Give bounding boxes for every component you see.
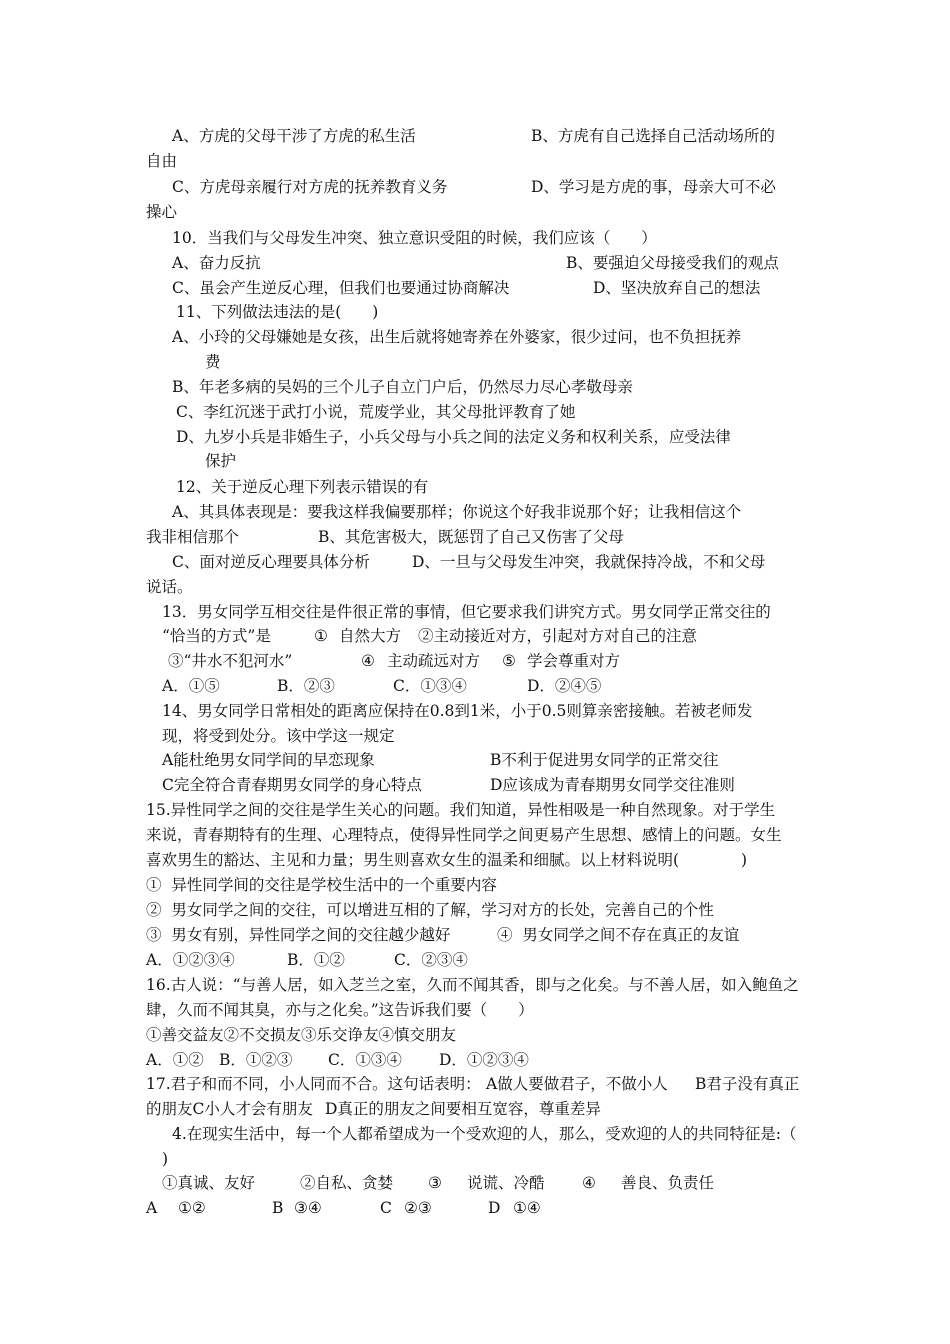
option-13a: A．①⑤ <box>162 677 220 695</box>
question-13-cont: “恰当的方式”是 <box>162 627 271 645</box>
item-13-1-num: ① <box>314 627 328 645</box>
option-17a: A做人要做君子，不做小人 <box>486 1075 668 1093</box>
item-15-1: ① 异性同学间的交往是学校生活中的一个重要内容 <box>146 876 497 894</box>
option-11a: A、小玲的父母嫌她是女孩，出生后就将她寄养在外婆家，很少过问，也不负担抚养 <box>172 328 742 346</box>
question-11: 11、下列做法违法的是( ) <box>176 303 379 321</box>
option-17b: B君子没有真正 <box>695 1075 800 1093</box>
option-4c-letter: C <box>380 1199 392 1217</box>
item-13-4-num: ④ <box>361 652 375 670</box>
option-4d-letter: D <box>488 1199 501 1217</box>
question-14-cont: 现，将受到处分。该中学这一规定 <box>162 727 395 745</box>
option-9b: B、方虎有自己选择自己活动场所的 <box>531 127 775 145</box>
question-15-cont2: 喜欢男生的豁达、主见和力量；男生则喜欢女生的温柔和细腻。以上材料说明( ) <box>146 851 748 869</box>
option-14a: A能杜绝男女同学间的早恋现象 <box>162 751 375 769</box>
option-11a-cont: 费 <box>205 353 221 371</box>
option-15a: A．①②③④ <box>146 951 235 969</box>
option-16b: B．①②③ <box>219 1051 293 1069</box>
option-13b: B．②③ <box>277 677 335 695</box>
question-15-cont1: 来说，青春期特有的生理、心理特点，使得异性同学之间更易产生思想、感情上的问题。女生 <box>146 826 782 844</box>
option-4b: ③④ <box>294 1199 322 1217</box>
option-10b: B、要强迫父母接受我们的观点 <box>566 254 779 272</box>
option-12a: A、其具体表现是：要我这样我偏要那样；你说这个好我非说那个好；让我相信这个 <box>172 503 742 521</box>
item-15-2: ② 男女同学之间的交往，可以增进互相的了解，学习对方的长处，完善自己的个性 <box>146 901 714 919</box>
option-13d: D．②④⑤ <box>527 677 602 695</box>
item-4-4-num: ④ <box>582 1174 596 1192</box>
item-13-3: ③“井水不犯河水” <box>168 652 293 670</box>
option-15b: B．①② <box>287 951 345 969</box>
option-9b-cont: 自由 <box>146 152 178 170</box>
option-10d: D、坚决放弃自己的想法 <box>593 279 761 297</box>
question-17: 17.君子和而不同，小人同而不合。这句话表明： <box>146 1075 481 1093</box>
option-12a-cont: 我非相信那个 <box>146 528 240 546</box>
item-13-4: 主动疏远对方 <box>387 652 481 670</box>
option-14b: B不利于促进男女同学的正常交往 <box>490 751 719 769</box>
option-12b: B、其危害极大，既惩罚了自己又伤害了父母 <box>318 528 624 546</box>
question-4-cont: ) <box>162 1150 169 1168</box>
option-16c: C．①③④ <box>328 1051 402 1069</box>
question-14: 14、男女同学日常相处的距离应保持在0.8到1米，小于0.5则算亲密接触。若被老师发 <box>162 702 753 720</box>
option-11d-cont: 保护 <box>205 452 237 470</box>
option-17b-cont-17c: 的朋友C小人才会有朋友 <box>146 1100 313 1118</box>
option-4d: ①④ <box>513 1199 541 1217</box>
option-10c: C、虽会产生逆反心理，但我们也要通过协商解决 <box>172 279 510 297</box>
item-4-2: ②自私、贪婪 <box>300 1174 394 1192</box>
option-12d-cont: 说话。 <box>146 578 193 596</box>
option-13c: C．①③④ <box>393 677 467 695</box>
option-16a: A．①② <box>146 1051 204 1069</box>
question-16: 16.古人说：“与善人居，如入芝兰之室，久而不闻其香，即与之化矣。与不善人居，如入鲍鱼之 <box>146 976 799 994</box>
item-13-1: 自然大方 <box>339 627 402 645</box>
question-15: 15.异性同学之间的交往是学生关心的问题。我们知道，异性相吸是一种自然现象。对于学生 <box>146 801 776 819</box>
question-10: 10．当我们与父母发生冲突、独立意识受阻的时候，我们应该（ ） <box>172 229 657 247</box>
question-16-cont: 肆，久而不闻其臭，亦与之化矣。”这告诉我们要（ ） <box>146 1001 534 1019</box>
option-9c: C、方虎母亲履行对方虎的抚养教育义务 <box>172 178 448 196</box>
option-12d: D、一旦与父母发生冲突，我就保持冷战，不和父母 <box>412 553 766 571</box>
option-16d: D．①②③④ <box>439 1051 529 1069</box>
item-4-3: 说谎、冷酷 <box>467 1174 545 1192</box>
option-15c: C．②③④ <box>394 951 468 969</box>
option-4a: ①② <box>178 1199 206 1217</box>
option-14c: C完全符合青春期男女同学的身心特点 <box>162 776 422 794</box>
question-13: 13．男女同学互相交往是件很正常的事情，但它要求我们讲究方式。男女同学正常交往的 <box>162 603 771 621</box>
item-4-4: 善良、负责任 <box>621 1174 715 1192</box>
option-17d: D真正的朋友之间要相互宽容，尊重差异 <box>325 1100 601 1118</box>
option-9a: A、方虎的父母干涉了方虎的私生活 <box>172 127 416 145</box>
item-4-3-num: ③ <box>428 1174 442 1192</box>
option-10a: A、奋力反抗 <box>172 254 261 272</box>
option-11d: D、九岁小兵是非婚生子，小兵父母与小兵之间的法定义务和权利关系，应受法律 <box>176 428 731 446</box>
item-13-5-num: ⑤ <box>502 652 516 670</box>
question-12: 12、关于逆反心理下列表示错误的有 <box>176 478 429 496</box>
item-4-1: ①真诚、友好 <box>162 1174 256 1192</box>
option-12c: C、面对逆反心理要具体分析 <box>172 553 370 571</box>
option-11b: B、年老多病的吴妈的三个儿子自立门户后，仍然尽力尽心孝敬母亲 <box>172 378 633 396</box>
item-15-3: ③ 男女有别，异性同学之间的交往越少越好 <box>146 926 451 944</box>
option-9d-cont: 操心 <box>146 203 178 221</box>
option-11c: C、李红沉迷于武打小说，荒废学业，其父母批评教育了她 <box>176 403 576 421</box>
option-4b-letter: B <box>272 1199 284 1217</box>
item-15-4: ④ 男女同学之间不存在真正的友谊 <box>497 926 740 944</box>
question-4: 4.在现实生活中，每一个人都希望成为一个受欢迎的人，那么，受欢迎的人的共同特征是:（ <box>172 1125 797 1143</box>
item-13-2: ②主动接近对方，引起对方对自己的注意 <box>418 627 698 645</box>
option-9d: D、学习是方虎的事，母亲大可不必 <box>531 178 776 196</box>
option-4a-letter: A <box>146 1199 158 1217</box>
items-16: ①善交益友②不交损友③乐交诤友④慎交朋友 <box>146 1026 457 1044</box>
option-14d: D应该成为青春期男女同学交往准则 <box>490 776 735 794</box>
item-13-5: 学会尊重对方 <box>527 652 621 670</box>
option-4c: ②③ <box>404 1199 432 1217</box>
